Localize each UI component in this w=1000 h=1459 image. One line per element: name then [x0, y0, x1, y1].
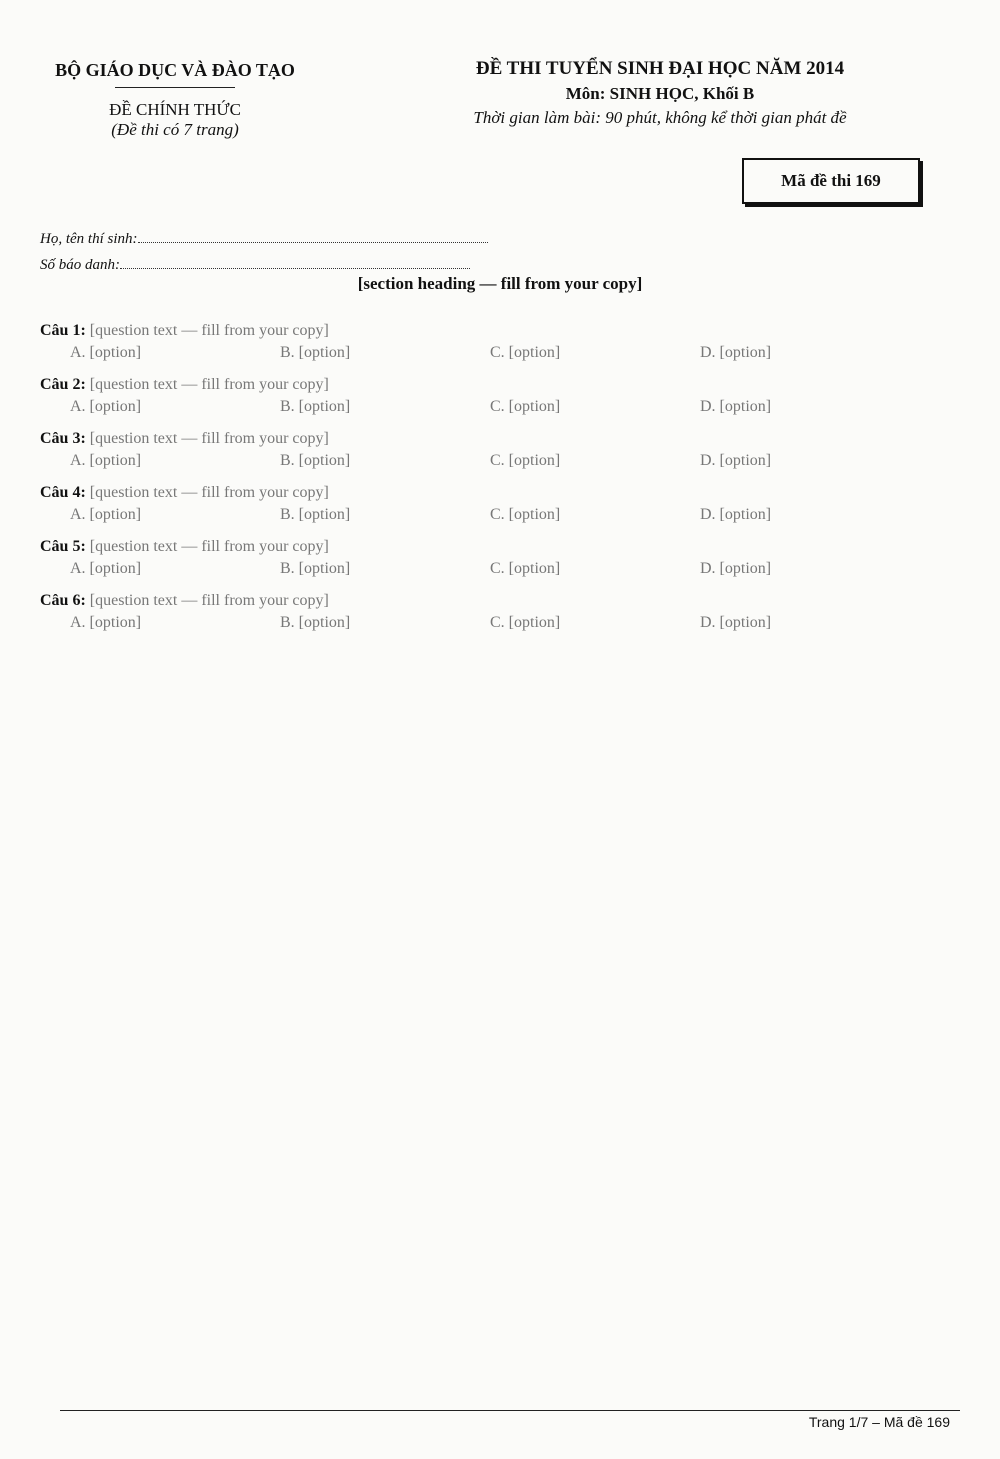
question-number: Câu 4:	[40, 484, 86, 501]
question-item	[40, 320, 960, 364]
answer-option-c: C. [option]	[490, 344, 561, 361]
exam-title: ĐỀ THI TUYỂN SINH ĐẠI HỌC NĂM 2014	[475, 58, 845, 79]
header-right	[380, 58, 940, 128]
answer-option-d: D. [option]	[700, 452, 772, 469]
question-text: [question text — fill from your copy]	[89, 484, 329, 501]
question-item	[40, 428, 960, 472]
header-divider	[115, 87, 235, 88]
answer-option-d: D. [option]	[700, 398, 772, 415]
answer-option-a: A. [option]	[70, 452, 142, 469]
answer-option-a: A. [option]	[70, 560, 142, 577]
answer-option-c: C. [option]	[490, 506, 561, 523]
question-item	[40, 374, 960, 418]
question-number: Câu 3:	[40, 430, 86, 447]
question-stem	[40, 374, 960, 396]
ministry-name: BỘ GIÁO DỤC VÀ ĐÀO TẠO	[55, 60, 295, 80]
header-left	[40, 60, 310, 140]
answer-option-d: D. [option]	[700, 506, 772, 523]
question-stem	[40, 428, 960, 450]
question-item	[40, 482, 960, 526]
subject-line: Môn: SINH HỌC, Khối B	[565, 84, 755, 103]
id-blank	[120, 254, 470, 269]
answer-option-c: C. [option]	[490, 560, 561, 577]
name-blank	[138, 228, 488, 243]
question-stem	[40, 536, 960, 558]
question-number: Câu 1:	[40, 322, 86, 339]
answer-options	[40, 612, 960, 634]
question-text: [question text — fill from your copy]	[89, 592, 329, 609]
answer-option-a: A. [option]	[70, 614, 142, 631]
section-title: [section heading — fill from your copy]	[357, 274, 643, 293]
page-count-note: (Đề thi có 7 trang)	[111, 120, 239, 139]
answer-option-d: D. [option]	[700, 344, 772, 361]
answer-option-d: D. [option]	[700, 614, 772, 631]
time-line: Thời gian làm bài: 90 phút, không kể thời gian phát đề	[473, 108, 847, 127]
question-stem	[40, 320, 960, 342]
answer-option-b: B. [option]	[280, 614, 351, 631]
question-item	[40, 536, 960, 580]
answer-option-b: B. [option]	[280, 452, 351, 469]
answer-options	[40, 396, 960, 418]
official-label: ĐỀ CHÍNH THỨC	[109, 100, 241, 119]
answer-option-b: B. [option]	[280, 560, 351, 577]
answer-option-b: B. [option]	[280, 398, 351, 415]
answer-option-a: A. [option]	[70, 344, 142, 361]
question-text: [question text — fill from your copy]	[89, 376, 329, 393]
question-number: Câu 6:	[40, 592, 86, 609]
question-item	[40, 590, 960, 634]
candidate-name-field	[40, 226, 488, 252]
answer-options	[40, 450, 960, 472]
question-list	[40, 320, 960, 644]
question-text: [question text — fill from your copy]	[89, 430, 329, 447]
answer-options	[40, 504, 960, 526]
question-text: [question text — fill from your copy]	[89, 322, 329, 339]
answer-option-c: C. [option]	[490, 398, 561, 415]
footer-divider	[60, 1410, 960, 1411]
answer-options	[40, 342, 960, 364]
question-number: Câu 5:	[40, 538, 86, 555]
answer-option-d: D. [option]	[700, 560, 772, 577]
answer-option-a: A. [option]	[70, 506, 142, 523]
candidate-id-label: Số báo danh:	[40, 257, 120, 273]
question-stem	[40, 590, 960, 612]
answer-option-b: B. [option]	[280, 506, 351, 523]
page-footer: Trang 1/7 – Mã đề 169	[808, 1414, 950, 1430]
exam-code-box: Mã đề thi 169	[742, 158, 920, 204]
answer-options	[40, 558, 960, 580]
candidate-fields	[40, 226, 488, 278]
answer-option-a: A. [option]	[70, 398, 142, 415]
question-number: Câu 2:	[40, 376, 86, 393]
candidate-name-label: Họ, tên thí sinh:	[40, 231, 138, 247]
answer-option-c: C. [option]	[490, 452, 561, 469]
question-stem	[40, 482, 960, 504]
answer-option-c: C. [option]	[490, 614, 561, 631]
answer-option-b: B. [option]	[280, 344, 351, 361]
question-text: [question text — fill from your copy]	[89, 538, 329, 555]
